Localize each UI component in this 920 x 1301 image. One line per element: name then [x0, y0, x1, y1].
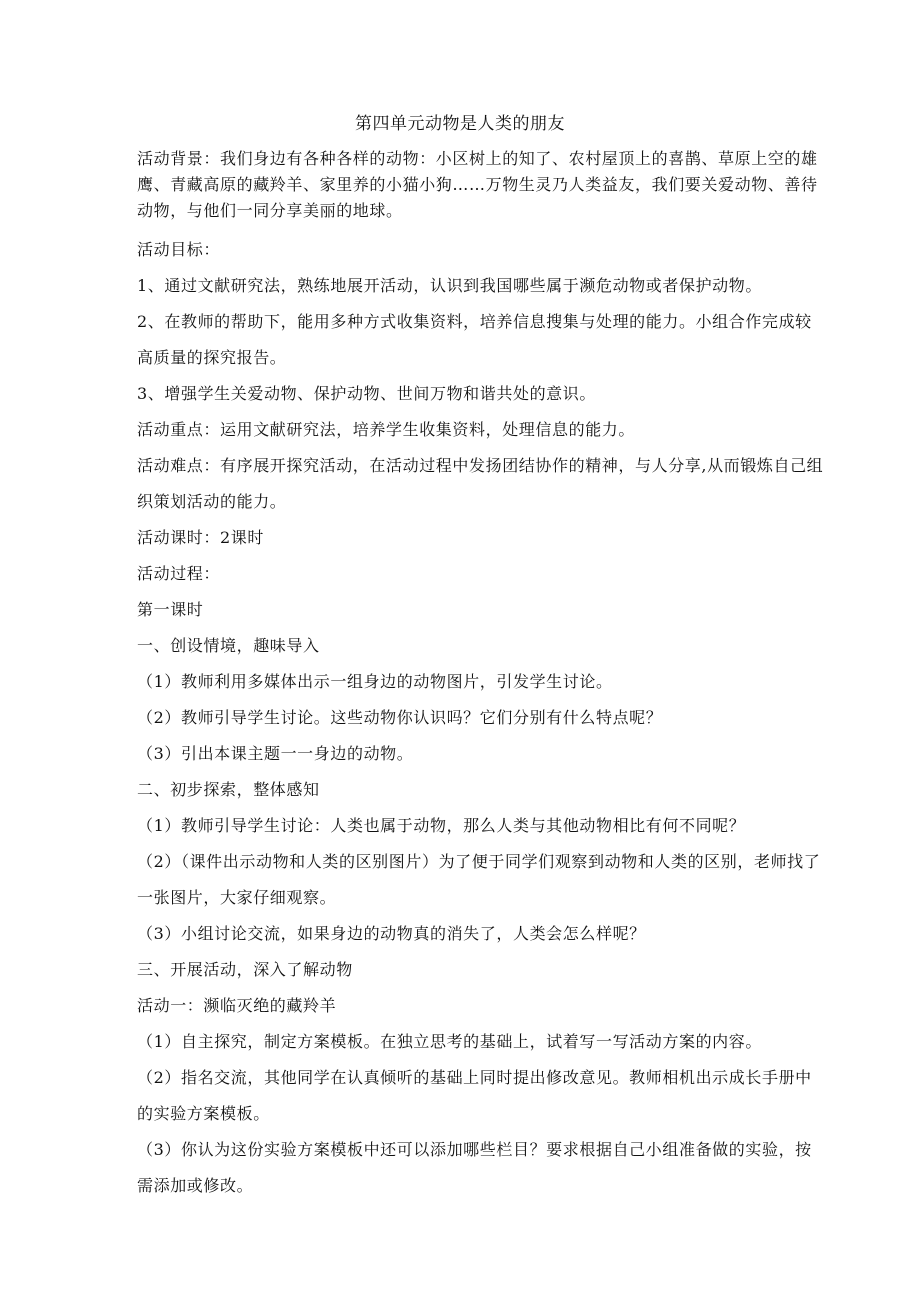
document-body	[137, 146, 825, 1204]
document-title: 第四单元动物是人类的朋友	[355, 114, 565, 134]
goal-2: 2、在教师的帮助下，能用多种方式收集资料，培养信息搜集与处理的能力。小组合作完成较高质量的探究报告。	[137, 312, 812, 367]
goal-3: 3、增强学生关爱动物、保护动物、世间万物和谐共处的意识。	[137, 384, 596, 403]
section-3-heading: 三、开展活动，深入了解动物	[137, 960, 353, 979]
section-2-item-2: （2）（课件出示动物和人类的区别图片）为了便于同学们观察到动物和人类的区别，老师找了一张图片，大家仔细观察。	[137, 852, 821, 907]
section-1-item-3: （3）引出本课主题一一身边的动物。	[137, 744, 414, 763]
activity-1-item-2: （2）指名交流，其他同学在认真倾听的基础上同时提出修改意见。教师相机出示成长手册中的实验方案模板。	[137, 1068, 812, 1123]
activity-background: 活动背景：我们身边有各种各样的动物：小区树上的知了、农村屋顶上的喜鹊、草原上空的雄鹰、青藏高原的藏羚羊、家里养的小猫小狗……万物生灵乃人类益友，我们要关爱动物、善待动物，与他们一同分享美丽的地球。	[137, 149, 818, 220]
key-point: 活动重点：运用文献研究法，培养学生收集资料，处理信息的能力。	[137, 420, 636, 439]
section-2-item-1: （1）教师引导学生讨论：人类也属于动物，那么人类与其他动物相比有何不同呢？	[137, 816, 746, 835]
activity-1-item-1: （1）自主探究，制定方案模板。在独立思考的基础上，试着写一写活动方案的内容。	[137, 1032, 762, 1051]
process-heading: 活动过程：	[137, 564, 221, 583]
class-hours: 活动课时：2课时	[137, 528, 264, 547]
activity-1-item-3: （3）你认为这份实验方案模板中还可以添加哪些栏目？要求根据自己小组准备做的实验，按需添加或修改。	[137, 1140, 812, 1195]
section-1-heading: 一、创设情境，趣味导入	[137, 636, 320, 655]
lesson-1-heading: 第一课时	[137, 600, 204, 619]
goal-1: 1、通过文献研究法，熟练地展开活动，认识到我国哪些属于濒危动物或者保护动物。	[137, 276, 762, 295]
section-1-item-2: （2）教师引导学生讨论。这些动物你认识吗？它们分别有什么特点呢？	[137, 708, 663, 727]
section-1-item-1: （1）教师利用多媒体出示一组身边的动物图片，引发学生讨论。	[137, 672, 613, 691]
section-2-heading: 二、初步探索，整体感知	[137, 780, 320, 799]
difficulty: 活动难点：有序展开探究活动，在活动过程中发扬团结协作的精神，与人分享,从而锻炼自己组织策划活动的能力。	[137, 456, 824, 511]
section-2-item-3: （3）小组讨论交流，如果身边的动物真的消失了，人类会怎么样呢？	[137, 924, 646, 943]
goals-heading: 活动目标：	[137, 240, 221, 259]
activity-1-heading: 活动一：濒临灭绝的藏羚羊	[137, 996, 337, 1015]
